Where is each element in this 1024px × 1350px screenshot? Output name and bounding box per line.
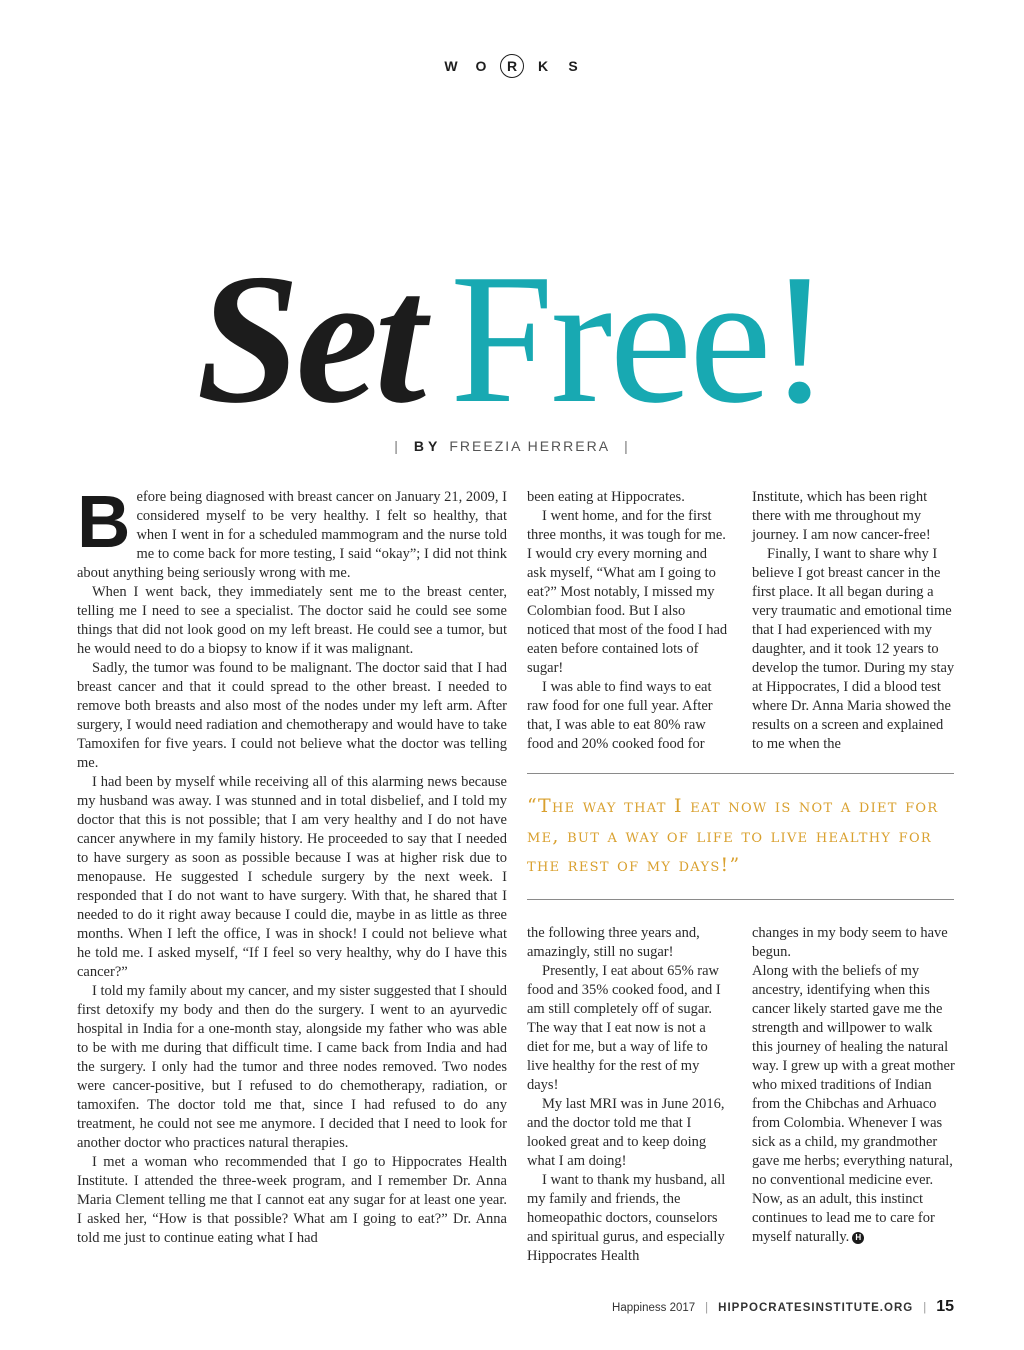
article-column-2-top	[527, 488, 729, 754]
paragraph: Presently, I eat about 65% raw food and 35% cooked food, and I am still completely off of sugar. The way that I eat now is not a diet for me, but a way of life to live healthy for the rest of my days!	[527, 963, 721, 1093]
paragraph-last-text: Along with the beliefs of my ancestry, identifying when this cancer likely started gave me the strength and willpower to walk this journey of healing the natural way. I grew up with a great mother who mixed traditions of Indian from the Chibchas and Arhuaco from Colombia. Whenever I was sick as a child, my grandmother gave me herbs; everything natural, no conventional medicine ever. Now, as an adult, this instinct continues to lead me to care for myself naturally.	[752, 963, 955, 1245]
footer-site: HIPPOCRATESINSTITUTE.ORG	[718, 1302, 914, 1314]
paragraph: I went home, and for the first three months, it was tough for me. I would cry every morning and ask myself, “What am I going to eat?” Most notably, I missed my Colombian food. But I also noticed that most of the food I had eaten before contained lots of sugar!	[527, 508, 728, 676]
paragraph-last	[752, 962, 956, 1247]
paragraph: Finally, I want to share why I believe I got breast cancer in the first place. It all began during a very traumatic and emotional time that I had experienced with my daughter, and it took 12 years to develop the tumor. During my stay at Hippocrates, I did a blood test where Dr. Anna Maria showed the results on a screen and explained to me when the	[752, 546, 955, 752]
paragraph: I told my family about my cancer, and my sister suggested that I should first detoxify my body and then do the surgery. I went to an ayurvedic hospital in India for a one-month stay, alongside my father who was able to be with me during that difficult time. I came back from India and had the surgery. I only had the tumor and three nodes removed. Two nodes were cancer-positive, but I refused to do chemotherapy, radiation, or tamoxifen. The doctor told me that, since I had refused to do any treatment, he could not see me anymore. I decided that I need to look for another doctor who practices natural therapies.	[77, 983, 507, 1151]
article-column-3-top	[752, 488, 956, 754]
paragraph: changes in my body seem to have begun.	[752, 925, 948, 960]
paragraph: the following three years and, amazingly, still no sugar!	[527, 925, 700, 960]
byline	[0, 438, 1024, 454]
pull-quote: “The way that I eat now is not a diet for me, but a way of life to live healthy for the rest of my days!”	[527, 795, 939, 876]
article-column-3-bottom	[752, 924, 956, 1247]
article-column-main	[77, 480, 507, 1248]
section-letter: S	[568, 58, 578, 74]
section-letter: K	[537, 58, 549, 74]
paragraph: Sadly, the tumor was found to be malignant. The doctor said that I had breast cancer and that it could spread to the other breast. I needed to remove both breasts and also most of the nodes under my left arm. After surgery, I would need radiation and chemotherapy and would have to take Tamoxifen for five years. I could not believe what the doctor was telling me.	[77, 660, 507, 771]
end-mark-icon: H	[852, 1232, 864, 1244]
section-letter: O	[475, 58, 487, 74]
paragraph: Institute, which has been right there with me throughout my journey. I am now cancer-free!	[752, 489, 931, 543]
paragraph: I was able to find ways to eat raw food for one full year. After that, I was able to eat 80% raw food and 20% cooked food for	[527, 679, 713, 752]
paragraph: efore being diagnosed with breast cancer on January 21, 2009, I considered myself to be very healthy. I felt so healthy, that when I went in for a scheduled mammogram and the nurse told me to come back for more testing, I said “okay”; I did not think about anything being seriously wrong with me.	[77, 489, 507, 581]
paragraph: When I went back, they immediately sent me to the breast center, telling me I need to see a specialist. The doctor said he could see some things that did not look good on my left breast. He could see a tumor, but he would need to do a biopsy to know if it was malignant.	[77, 584, 507, 657]
paragraph: My last MRI was in June 2016, and the doctor told me that I looked great and to keep doing what I am doing!	[527, 1096, 725, 1169]
section-letter-circled: R	[500, 54, 524, 78]
footer-issue: Happiness 2017	[612, 1302, 696, 1314]
footer-divider: |	[923, 1302, 927, 1314]
paragraph: I want to thank my husband, all my family and friends, the homeopathic doctors, counselors and spiritual gurus, and especially Hippocrates Health	[527, 1172, 726, 1264]
paragraph: I had been by myself while receiving all of this alarming news because my husband was away. I was stunned and in total disbelief, and I told my doctor that this is not possible; that I am very healthy and I do not have cancer anywhere in my family history. He proceeded to say that I needed to have surgery as soon as possible because I was at higher risk due to menopause. He suggested I schedule surgery by the next week. I responded that I do not want to have surgery. With that, he shared that I needed to do it right away because I could die, maybe in as little as three months. When I left the office, I was in shock! I could not believe what he told me. I asked myself, “If I feel so very healthy, why do I have this cancer?”	[77, 774, 507, 980]
drop-cap: B	[77, 480, 131, 563]
byline-author: FREEZIA HERRERA	[449, 438, 611, 454]
pull-quote-rule-top	[527, 773, 954, 774]
title-word-set: Set	[196, 236, 423, 442]
byline-divider-right: |	[624, 438, 630, 454]
paragraph: been eating at Hippocrates.	[527, 489, 685, 505]
section-label	[0, 54, 1024, 78]
article-column-2-bottom	[527, 924, 729, 1266]
byline-by: BY	[413, 438, 442, 454]
byline-divider-left: |	[394, 438, 400, 454]
title-word-free: Free!	[450, 236, 828, 442]
footer-divider: |	[705, 1302, 709, 1314]
article-title	[0, 236, 1024, 442]
section-letter: W	[444, 58, 458, 74]
page-footer	[612, 1298, 954, 1316]
paragraph: I met a woman who recommended that I go to Hippocrates Health Institute. I attended the three-week program, and I remember Dr. Anna Maria Clement telling me that I cannot eat any sugar for at least one year. I asked her, “How is that possible? What am I going to eat?” Dr. Anna told me just to continue eating what I had	[77, 1154, 507, 1246]
page-number: 15	[936, 1298, 954, 1315]
pull-quote-rule-bottom	[527, 899, 954, 900]
